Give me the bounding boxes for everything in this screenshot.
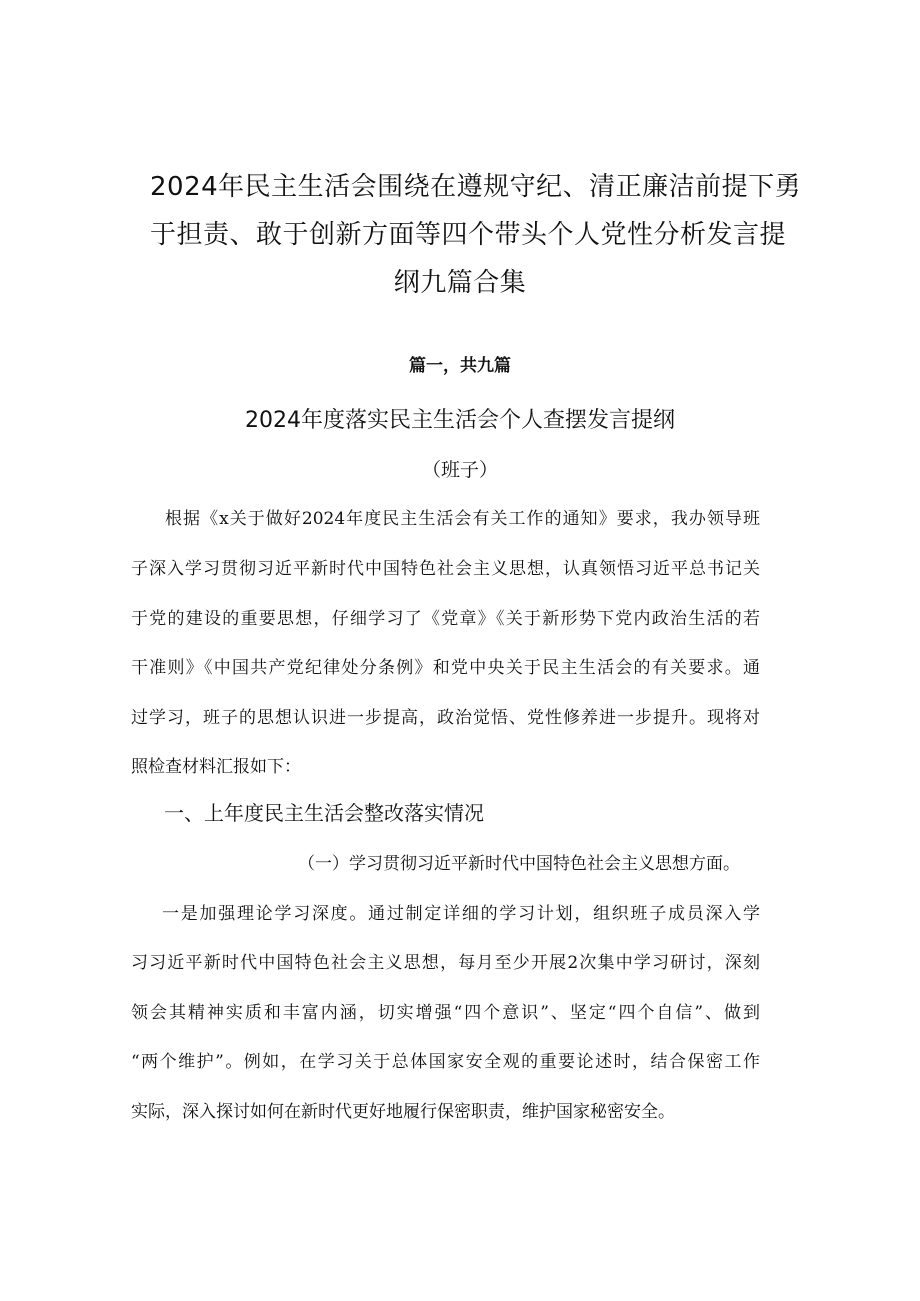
- intro-line-6: 照检查材料汇报如下：: [131, 757, 301, 777]
- subsection-heading-1: （一）学习贯彻习近平新时代中国特色社会主义思想方面。: [298, 854, 740, 874]
- part-subtitle: （班子）: [421, 459, 498, 481]
- intro-line-5: 过学习，班子的思想认识进一步提高，政治觉悟、党性修养进一步提升。现将对: [131, 708, 760, 728]
- part-title: 2024年度落实民主生活会个人查摆发言提纲: [245, 408, 675, 433]
- para1-line-3: 领会其精神实质和丰富内涵，切实增强“四个意识”、坚定“四个自信”、做到: [131, 1003, 760, 1023]
- intro-line-1: 根据《x关于做好2024年度民主生活会有关工作的通知》要求，我办领导班: [165, 509, 760, 529]
- title-line-1: 2024年民主生活会围绕在遵规守纪、清正廉洁前提下勇: [150, 172, 802, 202]
- document-title: [150, 163, 802, 307]
- title-line-3: 纲九篇合集: [393, 268, 527, 298]
- intro-line-3: 于党的建设的重要思想，仔细学习了《党章》《关于新形势下党内政治生活的若: [131, 609, 760, 629]
- part-label: 篇一，共九篇: [409, 356, 511, 376]
- para1-line-5: 实际，深入探讨如何在新时代更好地履行保密职责，维护国家秘密安全。: [131, 1102, 675, 1122]
- para1-line-1: 一是加强理论学习深度。通过制定详细的学习计划，组织班子成员深入学: [162, 904, 760, 924]
- para1-line-2: 习习近平新时代中国特色社会主义思想，每月至少开展2次集中学习研讨，深刻: [131, 953, 760, 973]
- intro-line-4: 干准则》《中国共产党纪律处分条例》和党中央关于民主生活会的有关要求。通: [131, 658, 760, 678]
- intro-line-2: 子深入学习贯彻习近平新时代中国特色社会主义思想，认真领悟习近平总书记关: [131, 559, 760, 579]
- title-line-2: 于担责、敢于创新方面等四个带头个人党性分析发言提: [150, 220, 787, 250]
- section-heading-1: 一、上年度民主生活会整改落实情况: [164, 801, 484, 825]
- para1-line-4: “两个维护”。例如，在学习关于总体国家安全观的重要论述时，结合保密工作: [131, 1052, 760, 1072]
